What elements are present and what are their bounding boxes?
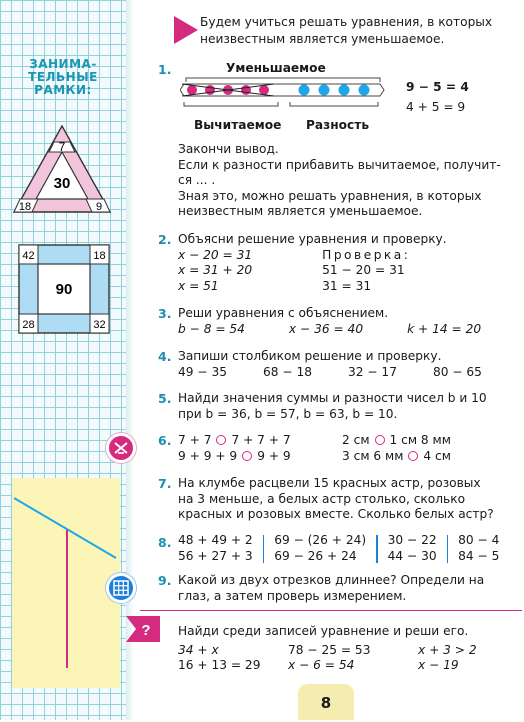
square-top-left-number: 42: [22, 250, 35, 262]
task2-text: Объясни решение уравнения и проверку.: [178, 232, 447, 246]
conclusion-line: Если к разности прибавить вычитаемое, получит-: [178, 157, 501, 172]
expression: 44 − 30: [387, 548, 437, 563]
bonus-item: x − 6 = 54: [288, 658, 355, 672]
expression: 80 − 4: [458, 533, 500, 547]
task-number: 5.: [158, 391, 172, 406]
compare-icon: [106, 433, 136, 463]
dot-diagram: [180, 72, 390, 118]
check-line: 51 − 20 = 31: [322, 263, 405, 277]
task9-line: глаз, а затем проверь измерением.: [178, 588, 407, 603]
check-title: Проверка:: [322, 247, 411, 262]
task4-text: Запиши столбиком решение и проверку.: [178, 349, 442, 363]
compare-left: 3 см 6 мм: [342, 448, 404, 463]
task5-line: Найди значения суммы и разности чисел b и 10: [178, 391, 487, 405]
page-fold-shade: [126, 0, 134, 720]
task7-line: красных и розовых вместе. Сколько белых астр?: [178, 507, 494, 521]
equation: x − 36 = 40: [288, 321, 364, 336]
task-number: 2.: [158, 232, 172, 247]
solution-line: x = 51: [178, 278, 219, 293]
sidebar-header-line: РАМКИ:: [34, 83, 92, 97]
expression: 56 + 27 + 3: [178, 548, 253, 563]
minuend-label: Уменьшаемое: [226, 61, 326, 75]
bonus-item: 78 − 25 = 53: [288, 642, 371, 657]
compare-circle[interactable]: [375, 435, 385, 445]
task-number: 7.: [158, 476, 172, 491]
task5-block: [178, 391, 518, 422]
expression: 32 − 17: [347, 364, 397, 379]
grid-icon: [106, 573, 136, 603]
equation-addition: 4 + 5 = 9: [406, 100, 466, 114]
equation: k + 14 = 20: [407, 321, 482, 336]
segment-diagonal: [14, 498, 116, 558]
compare-left: 9 + 9 + 9: [178, 448, 238, 463]
task-number: 3.: [158, 306, 172, 321]
task-number: 4.: [158, 349, 172, 364]
compare-left: 2 см: [342, 433, 370, 447]
task7-line: На клумбе расцвели 15 красных астр, розовых: [178, 476, 481, 490]
compare-right: 9 + 9: [257, 448, 291, 463]
sidebar-header-line: ЗАНИМА-: [29, 57, 97, 71]
bonus-item: 16 + 13 = 29: [178, 658, 261, 672]
bonus-item: x − 19: [418, 658, 459, 672]
bonus-item: x + 3 > 2: [418, 642, 477, 657]
arrow-marker-icon: [174, 16, 198, 44]
task4-block: [178, 349, 518, 380]
square-top-right-number: 18: [93, 250, 106, 262]
triangle-bottom-left-number: 18: [18, 201, 32, 213]
compare-right: 1 см 8 мм: [389, 433, 451, 447]
column-separator: [376, 535, 378, 563]
compare-left: 7 + 7: [178, 433, 212, 447]
task9-block: [178, 573, 518, 604]
expression: 30 − 22: [387, 533, 437, 547]
task8-block: [178, 533, 518, 564]
equation: b − 8 = 54: [178, 321, 245, 336]
triangle-puzzle: [12, 124, 112, 216]
compare-right: 7 + 7 + 7: [231, 433, 291, 447]
check-line: 31 = 31: [322, 278, 372, 293]
sidebar-header-line: ТЕЛЬНЫЕ: [28, 70, 98, 84]
task9-line: Какой из двух отрезков длиннее? Определи на: [178, 573, 485, 587]
task6-block: [178, 433, 518, 464]
expression: 69 − (26 + 24): [274, 533, 367, 547]
conclusion-block: [178, 142, 518, 220]
task-number: 9.: [158, 573, 172, 588]
conclusion-line: ся ... .: [178, 173, 216, 187]
task-number: 8.: [158, 535, 172, 550]
task3-text: Реши уравнения с объяснением.: [178, 306, 389, 320]
expression: 84 − 5: [458, 548, 500, 563]
expression: 69 − 26 + 24: [274, 548, 357, 563]
compare-circle[interactable]: [408, 451, 418, 461]
conclusion-line: неизвестным является уменьшаемое.: [178, 204, 423, 218]
compare-right: 4 см: [423, 448, 451, 463]
triangle-top-number: 7: [58, 140, 66, 154]
sidebar-header: [8, 58, 118, 97]
square-center-number: 90: [55, 281, 73, 298]
conclusion-line: Закончи вывод.: [178, 142, 279, 156]
square-bottom-right-number: 32: [93, 319, 106, 331]
expression: 49 − 35: [178, 364, 227, 379]
task-number: 1.: [158, 62, 172, 77]
square-puzzle: [18, 244, 110, 334]
bonus-text: Найди среди записей уравнение и реши его.: [178, 624, 469, 638]
equation-subtraction: 9 − 5 = 4: [406, 80, 469, 94]
intro-text: Будем учиться решать уравнения, в которых неизвестным является уменьшаемое.: [200, 15, 493, 46]
column-separator: [263, 535, 265, 563]
bonus-item: 34 + x: [178, 642, 219, 657]
solution-line: x − 20 = 31: [178, 247, 253, 262]
subtrahend-label: Вычитаемое: [194, 118, 282, 132]
task3-block: [178, 306, 518, 337]
difference-label: Разность: [306, 118, 370, 132]
expression: 48 + 49 + 2: [178, 533, 253, 547]
svg-text:?: ?: [141, 622, 151, 639]
bonus-block: [178, 624, 518, 674]
column-separator: [447, 535, 449, 563]
task5-line: при b = 36, b = 57, b = 63, b = 10.: [178, 406, 398, 421]
solution-line: x = 31 + 20: [178, 263, 253, 277]
task7-line: на 3 меньше, а белых астр столько, сколько: [178, 491, 466, 506]
main-content: [134, 0, 524, 720]
segments-drawing: [12, 478, 122, 688]
compare-circle[interactable]: [242, 451, 252, 461]
section-divider: [140, 610, 522, 611]
task-number: 6.: [158, 433, 172, 448]
triangle-center-number: 30: [53, 175, 71, 192]
task7-block: [178, 476, 518, 523]
task2-block: [178, 232, 518, 294]
conclusion-line: Зная это, можно решать уравнения, в которых: [178, 188, 482, 203]
compare-circle[interactable]: [216, 435, 226, 445]
triangle-bottom-right-number: 9: [95, 201, 103, 213]
expression: 80 − 65: [432, 364, 482, 379]
page-number: 8: [298, 684, 354, 720]
square-bottom-left-number: 28: [22, 319, 35, 331]
expression: 68 − 18: [262, 364, 312, 379]
